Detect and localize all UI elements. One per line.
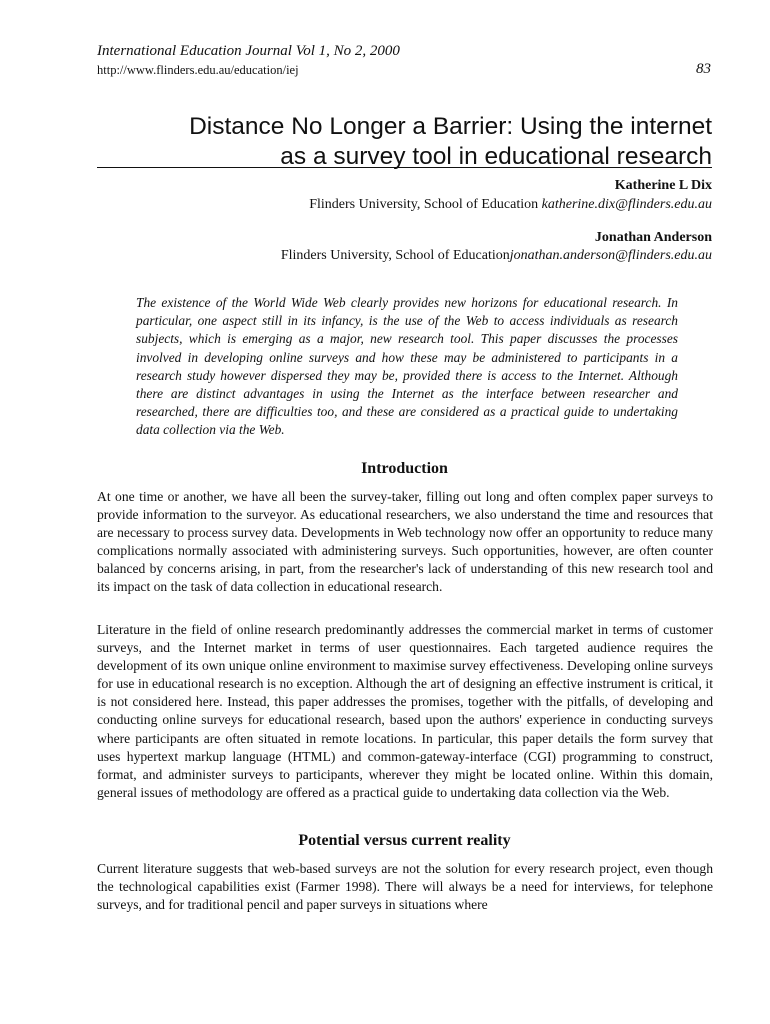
section-heading-introduction: Introduction <box>361 460 448 477</box>
section-heading-potential: Potential versus current reality <box>298 832 511 849</box>
author-email-2: jonathan.anderson@flinders.edu.au <box>509 248 712 263</box>
author-affiliation-1 <box>309 197 712 213</box>
journal-url: http://www.flinders.edu.au/education/iej <box>97 63 299 77</box>
intro-paragraph-2: Literature in the field of online research predominantly addresses the commercial market in terms of customer surveys, and the Internet market in terms of user questionnaires. Each targeted audience requires the development of its own unique online environment to maximise survey effectiveness. Developing online surveys for use in educational research is no exception. Although the art of designing an effective instrument is critical, it is not considered here. Instead, this paper addresses the promises, together with the pitfalls, of developing and conducting online surveys for educational research, based upon the authors' experience in conducting surveys where participants are often situated in remote locations. In particular, this paper details the form survey that uses hypertext markup language (HTML) and common-gateway-interface (CGI) programming to construct, format, and administer surveys to participants, wherever they might be located online. Within this domain, general issues of methodology are offered as a practical guide to undertaking data collection via the Web. <box>97 622 713 800</box>
abstract: The existence of the World Wide Web clearly provides new horizons for educational research. In particular, one aspect still in its infancy, is the use of the Web to access individuals as research subjects, which is emerging as a major, new research tool. This paper discusses the processes involved in developing online surveys and how these may be administered to participants in a research study however dispersed they may be, provided there is access to the Internet. Although there are distinct advantages in using the Internet as the interface between researcher and researched, there are difficulties too, and these are considered as a practical guide to undertaking data collection via the Web. <box>136 295 678 438</box>
title-line-2: as a survey tool in educational research <box>280 143 712 170</box>
title-divider <box>97 167 712 168</box>
author-affiliation-2 <box>281 248 712 264</box>
author-name-1: Katherine L Dix <box>614 178 712 193</box>
affiliation-text-2: Flinders University, School of Education <box>280 248 510 263</box>
affiliation-text-1: Flinders University, School of Education <box>309 197 539 212</box>
intro-paragraph-1: At one time or another, we have all been the survey-taker, filling out long and often complex paper surveys to provide information to the surveyor. As educational researchers, we also understand the time and resources that are necessary to process survey data. Developments in Web technology now offer an opportunity to reduce many complications normally associated with administering surveys. Such opportunities, however, are often counter balanced by concerns arising, in part, from the researcher's lack of understanding of this new research tool and its impact on the task of data collection in educational research. <box>97 489 713 595</box>
title-line-1: Distance No Longer a Barrier: Using the internet <box>189 113 712 140</box>
potential-paragraph-1: Current literature suggests that web-based surveys are not the solution for every research project, even though the technological capabilities exist (Farmer 1998). There will always be a need for interviews, for telephone surveys, and for traditional pencil and paper surveys in situations where <box>97 861 713 913</box>
author-name-2: Jonathan Anderson <box>594 230 712 245</box>
page-number: 83 <box>696 61 711 77</box>
paper-title <box>97 112 712 172</box>
journal-header: International Education Journal Vol 1, No 2, 2000 <box>97 43 400 59</box>
author-email-1: katherine.dix@flinders.edu.au <box>541 197 712 212</box>
